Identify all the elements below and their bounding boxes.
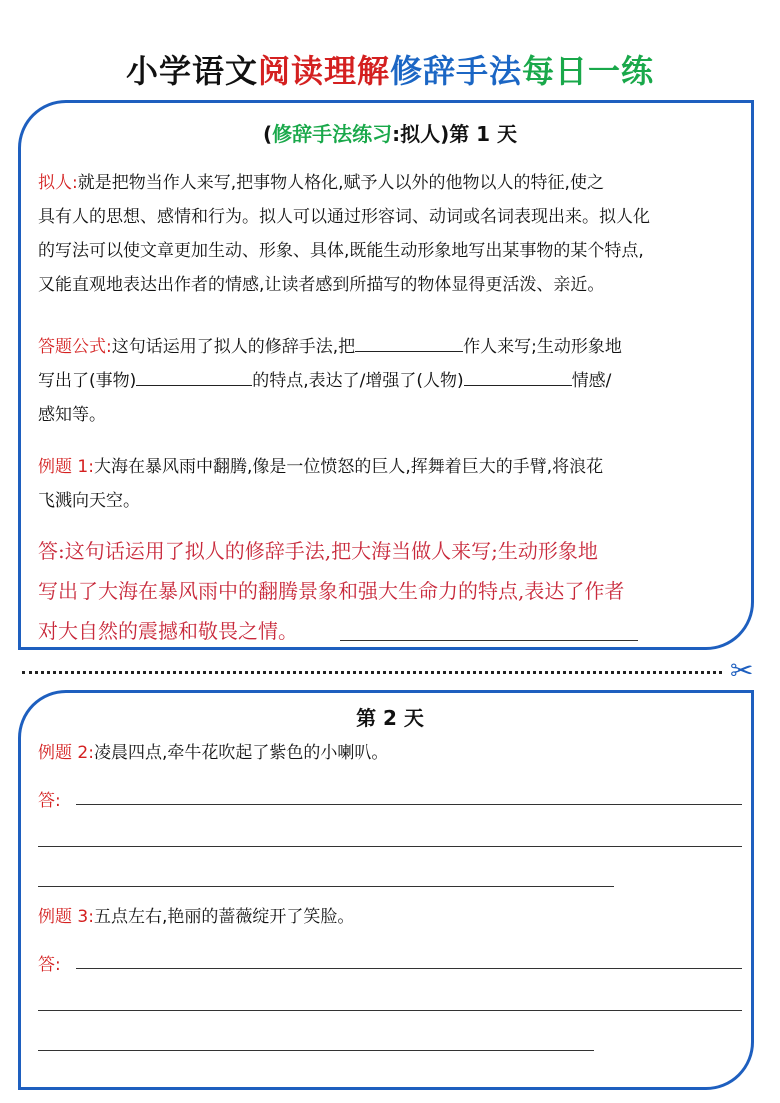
formula-text: 情感/ xyxy=(571,371,612,391)
subtitle-day: :拟人)第 1 天 xyxy=(392,122,518,146)
subtitle-bracket: ( xyxy=(262,122,273,146)
definition-label: 拟人: xyxy=(38,173,78,193)
answer-line: 答:这句话运用了拟人的修辞手法,把大海当做人来写;生动形象地 xyxy=(38,539,598,563)
formula-text: 感知等。 xyxy=(38,405,106,425)
formula-blank xyxy=(464,367,572,386)
example-text: 五点左右,艳丽的蔷薇绽开了笑脸。 xyxy=(93,907,355,927)
day2-subtitle: 第 2 天 xyxy=(356,706,424,730)
example-text: 大海在暴风雨中翻腾,像是一位愤怒的巨人,挥舞着巨大的手臂,将浪花 xyxy=(93,457,604,477)
formula-label: 答题公式: xyxy=(38,337,112,357)
answer-line-input[interactable] xyxy=(76,804,742,805)
example-2 xyxy=(38,736,748,770)
example-text: 飞溅向天空。 xyxy=(38,491,140,511)
subtitle-topic: 修辞手法练习 xyxy=(272,122,393,146)
formula-text: 的特点,表达了/增强了(人物) xyxy=(252,371,464,391)
example-1 xyxy=(38,450,748,518)
title-part-2: 阅读理解 xyxy=(257,52,390,90)
definition-line: 就是把物当作人来写,把事物人格化,赋予人以外的他物以人的特征,使之 xyxy=(77,173,604,193)
answer-line-input[interactable] xyxy=(38,1050,594,1051)
definition-line: 的写法可以使文章更加生动、形象、具体,既能生动形象地写出某事物的某个特点, xyxy=(38,241,644,261)
formula-text: 作人来写;生动形象地 xyxy=(463,337,622,357)
definition-line: 具有人的思想、感情和行为。拟人可以通过形容词、动词或名词表现出来。拟人化 xyxy=(38,207,650,227)
answer-line: 对大自然的震撼和敬畏之情。 xyxy=(38,619,298,643)
answer-formula xyxy=(38,330,748,432)
cut-line xyxy=(22,671,722,674)
answer-line-input[interactable] xyxy=(38,846,742,847)
answer-line-input[interactable] xyxy=(38,1010,742,1011)
example-label: 例题 2: xyxy=(38,743,94,763)
scissors-icon: ✂ xyxy=(730,654,754,687)
answer-label: 答: xyxy=(38,955,61,975)
example-text: 凌晨四点,牵牛花吹起了紫色的小喇叭。 xyxy=(93,743,389,763)
title-part-4: 每日一练 xyxy=(522,52,655,90)
formula-text: 写出了(事物) xyxy=(38,371,137,391)
answer-line-input[interactable] xyxy=(38,886,614,887)
title-part-1: 小学语文 xyxy=(125,52,258,90)
answer-line: 写出了大海在暴风雨中的翻腾景象和强大生命力的特点,表达了作者 xyxy=(38,579,625,603)
example-label: 例题 1: xyxy=(38,457,94,477)
handwritten-answer xyxy=(38,531,748,651)
formula-blank xyxy=(355,333,463,352)
page-title xyxy=(0,46,780,92)
example-label: 例题 3: xyxy=(38,907,94,927)
title-part-3: 修辞手法 xyxy=(390,52,523,90)
answer-label: 答: xyxy=(38,791,61,811)
answer-underline xyxy=(340,640,638,641)
definition-line: 又能直观地表达出作者的情感,让读者感到所描写的物体显得更活泼、亲近。 xyxy=(38,275,605,295)
definition xyxy=(38,166,748,302)
formula-text: 这句话运用了拟人的修辞手法,把 xyxy=(111,337,356,357)
formula-blank xyxy=(136,367,252,386)
day1-subtitle xyxy=(0,118,780,147)
example-3 xyxy=(38,900,748,934)
answer-line-input[interactable] xyxy=(76,968,742,969)
